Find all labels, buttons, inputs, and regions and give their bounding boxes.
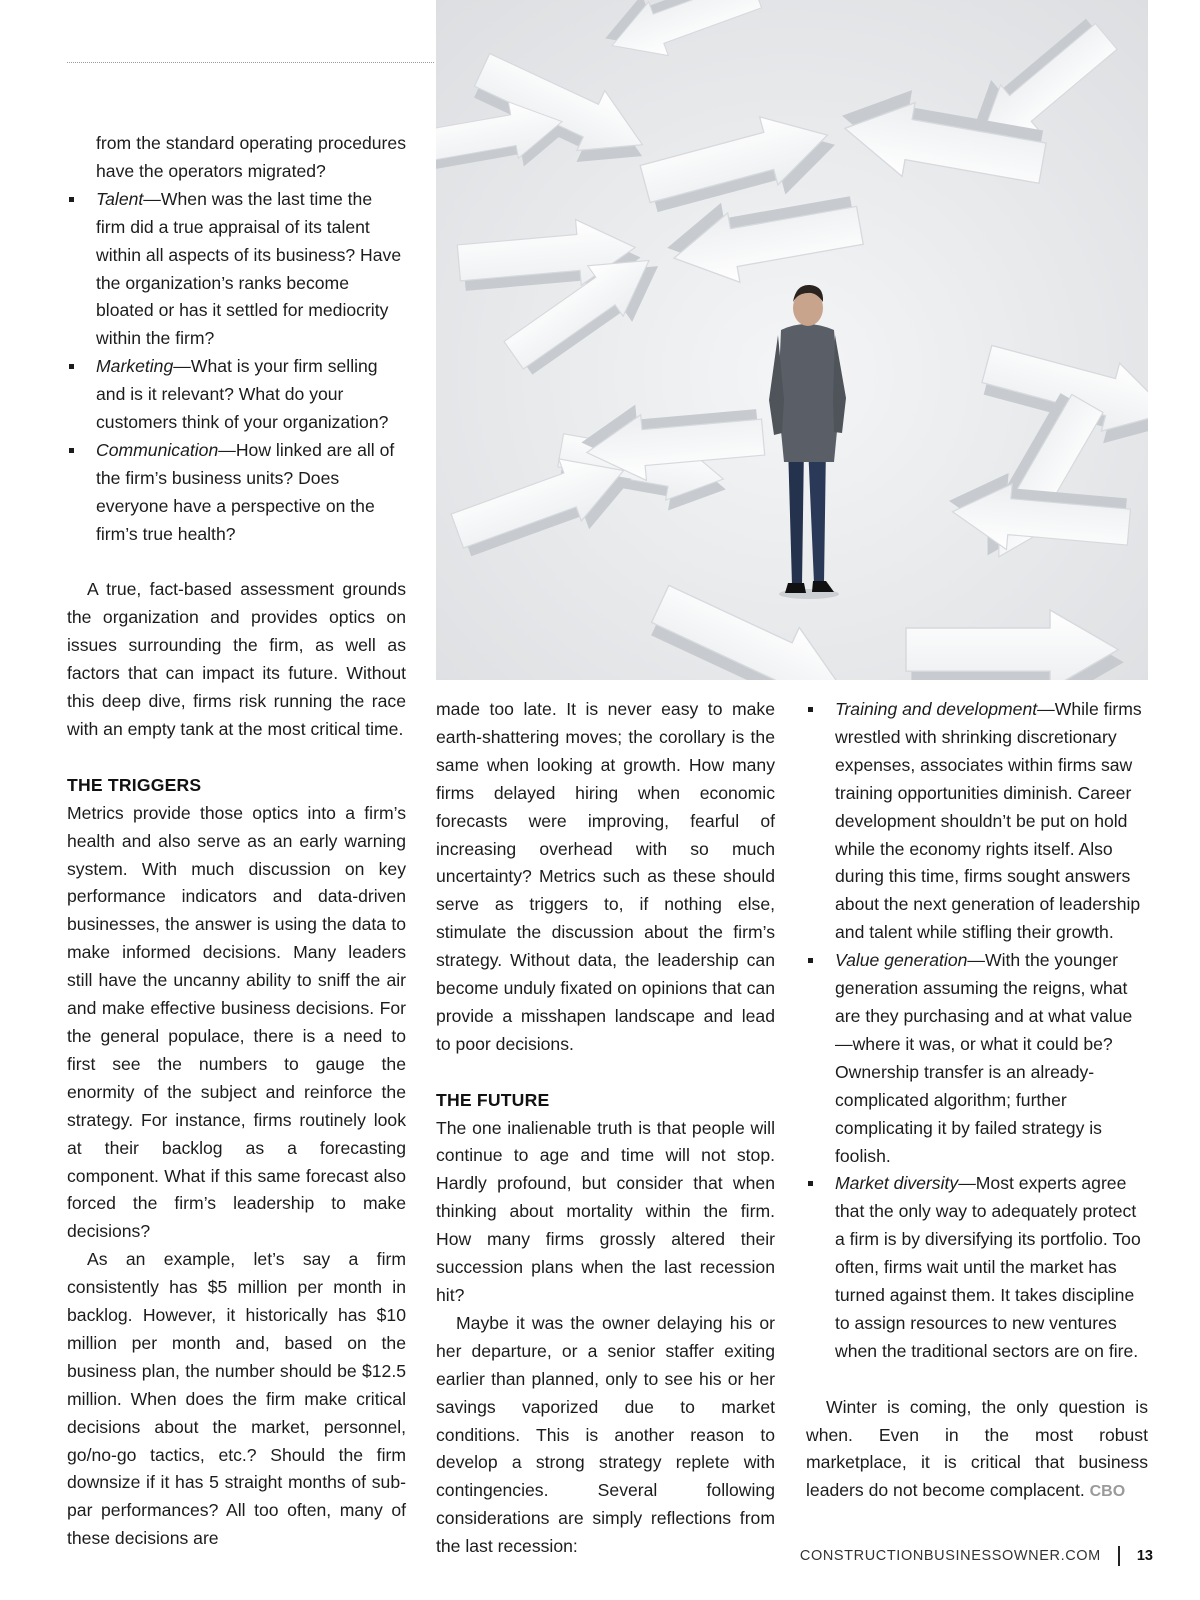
- bullet-term: Market diversity: [835, 1173, 959, 1194]
- bullet-text: —How linked are all of the firm’s business units? Does everyone have a perspective on the firm’s true health?: [96, 439, 395, 544]
- bullet-list: [67, 186, 406, 549]
- column-1: [67, 130, 406, 1553]
- closing-text: Winter is coming, the only question is when. Even in the most robust marketplace, it is critical that business leaders do not become complacent.: [806, 1396, 1148, 1501]
- body-paragraph: The one inalienable truth is that people will continue to age and time will not stop. Hardly profound, but consider that when thinking about mortality within the firm. How many firms grossly altered their succession plans when the last recession hit?: [436, 1117, 775, 1306]
- bullet-text: —With the younger generation assuming the reigns, what are they purchasing and at what value—where it was, or what it could be? Ownership transfer is an already-complicated algorithm; further complicating it by failed strategy is foolish.: [835, 950, 1133, 1166]
- bullet-text: —When was the last time the firm did a true appraisal of its talent within all aspects of its business? Have the organization’s ranks become bloated or has it settled for mediocrity within the firm?: [96, 188, 402, 349]
- list-item: [67, 353, 406, 437]
- page-footer: [800, 1544, 1153, 1568]
- body-paragraph: Metrics provide those optics into a firm’s health and also serve as an early warning system. With much discussion on key performance indicators and data-driven businesses, the answer is using the data to make informed decisions. Many leaders still have the uncanny ability to sniff the air and make effective business decisions. For the general populace, there is a need to first see the numbers to gauge the enormity of the subject and reinforce the strategy. For instance, firms routinely look at their backlog as a forecasting component. What if this same forecast also forced the firm’s leadership to make decisions?: [67, 802, 406, 1242]
- list-item: [67, 186, 406, 353]
- page-number: 13: [1136, 1548, 1153, 1564]
- footer-divider: [1118, 1546, 1120, 1566]
- body-paragraph: made too late. It is never easy to make earth-shattering moves; the corollary is the same when looking at growth. How many firms delayed hiring when economic forecasts were improving, fearful of increasing overhead with so much uncertainty? Metrics such as these should serve as triggers to, if nothing else, stimulate the discussion about the firm’s strategy. Without data, the leadership can become unduly fixated on opinions that can provide a misshapen landscape and lead to poor decisions.: [436, 699, 775, 1054]
- list-item: [67, 437, 406, 549]
- bullet-term: Marketing: [96, 356, 174, 377]
- bullet-text: —What is your firm selling and is it relevant? What do your customers think of your organization?: [96, 356, 389, 433]
- cbo-signoff: CBO: [1089, 1483, 1126, 1501]
- column-3: [806, 696, 1148, 1506]
- body-paragraph: As an example, let’s say a firm consistently has $5 million per month in backlog. However, it historically has $10 million per month and, based on the business plan, the number should be $12.5 million. When does the firm make critical decisions about the market, personnel, go/no-go tactics, etc.? Should the firm downsize if it has 5 straight months of sub-par performances? All too often, many of these decisions are: [67, 1249, 406, 1549]
- list-item: [806, 696, 1148, 947]
- closing-paragraph: [806, 1394, 1148, 1507]
- body-paragraph: A true, fact-based assessment grounds the organization and provides optics on issues surrounding the firm, as well as factors that can impact its future. Without this deep dive, firms risk running the race with an empty tank at the most critical time.: [67, 579, 406, 740]
- footer-website: CONSTRUCTIONBUSINESSOWNER.COM: [799, 1548, 1101, 1564]
- bullet-text: —While firms wrestled with shrinking discretionary expenses, associates within firms saw training opportunities diminish. Career development shouldn’t be put on hold while the economy rights itself. Also during this time, firms sought answers about the next generation of leadership and talent while stifling their growth.: [835, 699, 1142, 943]
- bullet-term: Communication: [96, 439, 219, 460]
- bullet-list: [806, 696, 1148, 1366]
- bullet-text: —Most experts agree that the only way to adequately protect a firm is by diversifying its portfolio. Too often, firms wait until the market has turned against them. It takes discipline to assign resources to new ventures when the traditional sectors are on fire.: [835, 1173, 1141, 1361]
- column-2: [436, 696, 775, 1561]
- list-item: [806, 947, 1148, 1170]
- bullet-term: Talent: [96, 188, 144, 209]
- bullet-continuation: from the standard operating procedures have the operators migrated?: [96, 133, 406, 181]
- list-item: [806, 1170, 1148, 1365]
- top-dotted-rule: [67, 62, 434, 63]
- section-heading-triggers: THE TRIGGERS: [67, 774, 202, 795]
- bullet-term: Training and development: [835, 699, 1038, 719]
- body-paragraph: Maybe it was the owner delaying his or her departure, or a senior staffer exiting earlier than planned, only to see his or her savings vaporized due to market conditions. This is another reason to develop a strong strategy replete with contingencies. Several following considerations are simply reflections from the last recession:: [436, 1312, 775, 1557]
- section-heading-future: THE FUTURE: [436, 1089, 550, 1110]
- arrows-illustration: [436, 0, 1148, 680]
- bullet-term: Value generation: [835, 950, 968, 971]
